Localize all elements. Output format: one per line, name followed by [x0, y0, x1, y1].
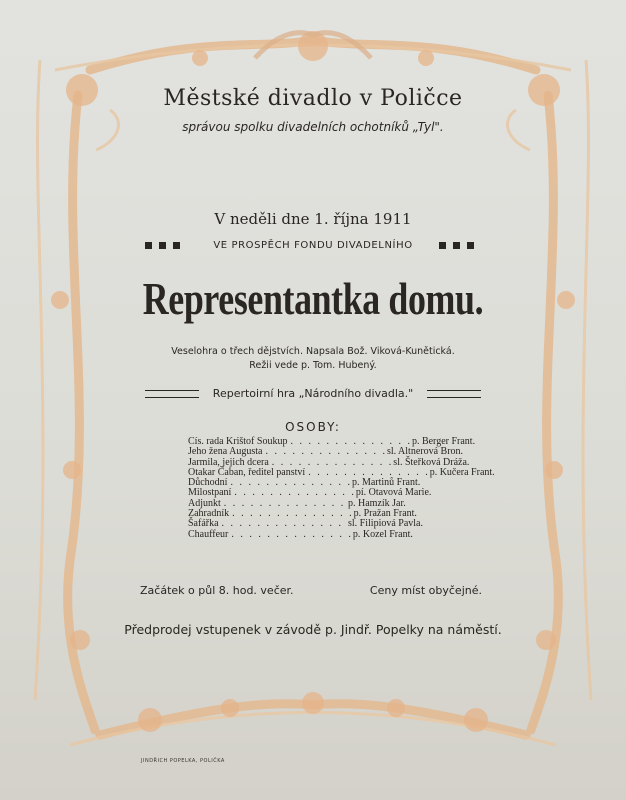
- square-bullets-right: [439, 242, 481, 249]
- cast-row: Chauffeur . . . . . . . . . . . . . . p. Kozel Frant.: [188, 530, 433, 540]
- cast-actor: sl. Filipiová Pavla.: [348, 518, 423, 530]
- cast-role: Jeho žena Augusta: [188, 446, 263, 458]
- presale-line: Předprodej vstupenek v závodě p. Jindř. Popelky na náměstí.: [124, 622, 502, 637]
- cast-actor: pí. Otavová Marie.: [355, 487, 432, 499]
- cast-actor: p. Pražan Frant.: [353, 508, 417, 520]
- cast-actor: p. Kozel Frant.: [352, 528, 413, 540]
- cast-row: Milostpaní . . . . . . . . . . . . . . pí. Otavová Marie.: [188, 488, 433, 498]
- cast-row: Adjunkt . . . . . . . . . . . . . . p. Hamzík Jar.: [188, 499, 433, 509]
- cast-row: Cís. rada Krištof Soukup . . . . . . . . . . . . . . p. Berger Frant.: [188, 437, 433, 447]
- cast-role: Milostpaní: [188, 487, 232, 499]
- director-line: Režii vede p. Tom. Hubený.: [249, 360, 377, 371]
- cast-heading: OSOBY:: [285, 420, 341, 434]
- cast-row: Šafářka . . . . . . . . . . . . . . sl. Filipiová Pavla.: [188, 519, 433, 529]
- cast-row: Zahradník . . . . . . . . . . . . . . p. Pražan Frant.: [188, 509, 433, 519]
- printer-imprint: JINDŘICH POPELKA, POLIČKA: [141, 758, 225, 764]
- repertoire-line: [145, 387, 481, 400]
- theater-name: Městské divadlo v Poličce: [163, 86, 463, 111]
- cast-row: Jeho žena Augusta . . . . . . . . . . . . . . sl. Altnerová Bron.: [188, 447, 433, 457]
- cast-role: Adjunkt: [188, 497, 221, 509]
- double-rule-right: [427, 390, 481, 398]
- cast-actor: sl. Altnerová Bron.: [386, 446, 464, 458]
- cast-list: [188, 436, 495, 540]
- cast-actor: p. Kučera Frant.: [429, 466, 495, 478]
- organizer-line: správou spolku divadelních ochotníků „Tyl".: [182, 120, 444, 134]
- square-bullets-left: [145, 242, 187, 249]
- play-title: Representantka domu.: [142, 273, 484, 324]
- ticket-prices: Ceny míst obyčejné.: [369, 584, 482, 597]
- performance-date: V neděli dne 1. října 1911: [214, 210, 412, 228]
- cast-row: Otakar Čaban, ředitel panství . . . . . . . . . . . . . . p. Kučera Frant.: [188, 468, 433, 478]
- cast-actor: sl. Šteřková Dráža.: [393, 456, 470, 468]
- cast-actor: p. Martinů Frant.: [351, 477, 421, 489]
- benefit-text: VE PROSPĚCH FONDU DIVADELNÍHO: [213, 240, 413, 251]
- cast-actor: p. Hamzík Jar.: [348, 497, 406, 509]
- cast-role: Šafářka: [188, 518, 219, 530]
- cast-role: Cís. rada Krištof Soukup: [188, 436, 288, 447]
- cast-actor: p. Berger Frant.: [411, 436, 476, 447]
- repertoire-text: Repertoirní hra „Národního divadla.": [212, 387, 414, 400]
- double-rule-left: [145, 390, 199, 398]
- cast-role: Zahradník: [188, 508, 230, 520]
- start-time: Začátek o půl 8. hod. večer.: [140, 584, 294, 597]
- cast-row: Jarmila, jejich dcera . . . . . . . . . . . . . . sl. Šteřková Dráža.: [188, 458, 433, 468]
- cast-row: Důchodní . . . . . . . . . . . . . . p. Martinů Frant.: [188, 478, 433, 488]
- cast-role: Otakar Čaban, ředitel panství: [188, 466, 306, 478]
- cast-role: Chauffeur: [188, 528, 229, 540]
- cast-role: Jarmila, jejich dcera: [188, 456, 269, 468]
- genre-author-line: Veselohra o třech dějstvích. Napsala Bož. Viková-Kunětická.: [171, 346, 455, 357]
- cast-role: Důchodní: [188, 477, 228, 489]
- benefit-line: [145, 240, 481, 251]
